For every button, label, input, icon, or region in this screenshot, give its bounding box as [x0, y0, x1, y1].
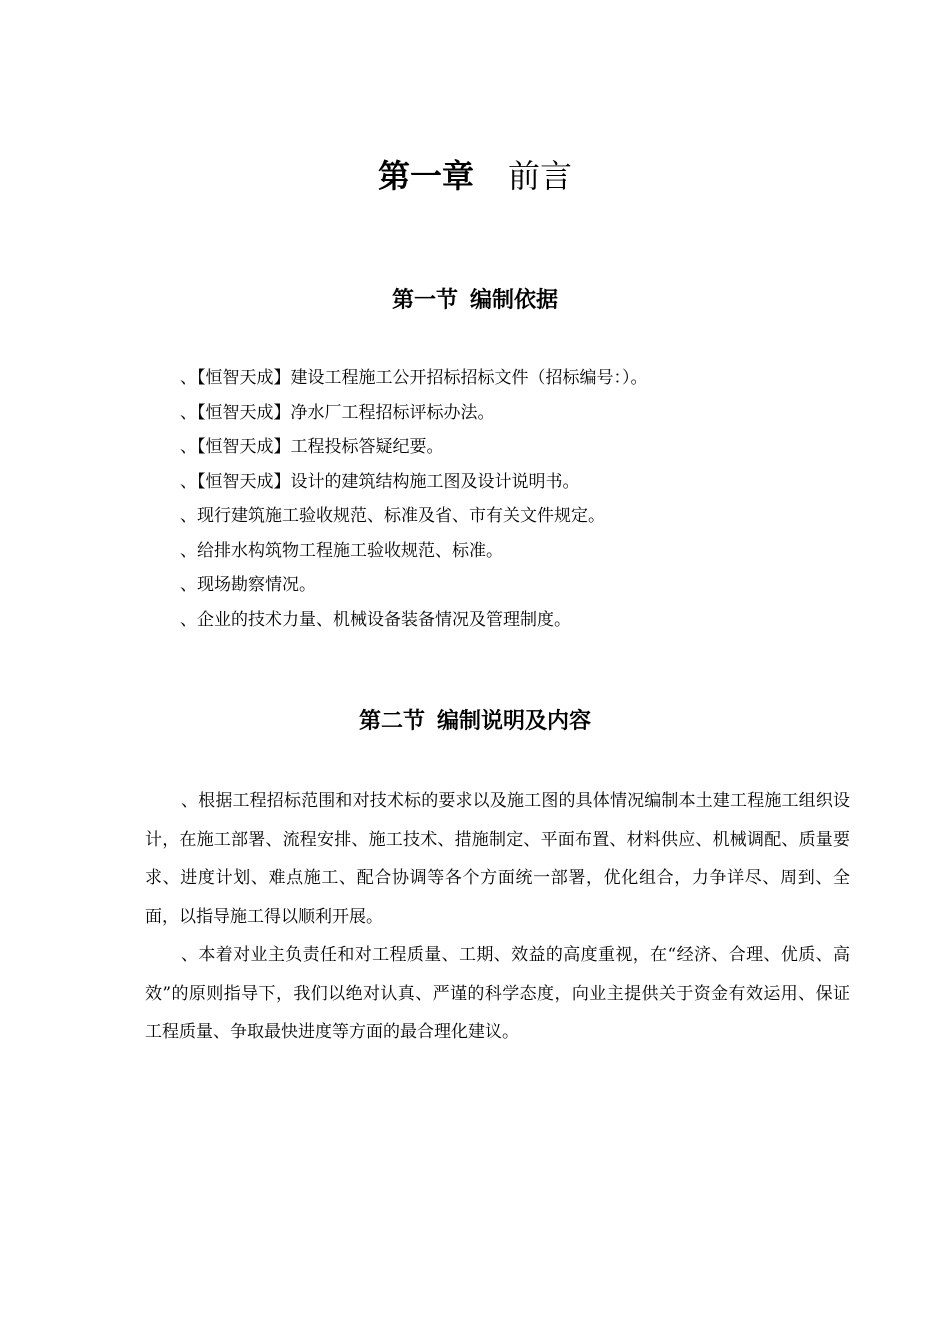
list-item: 、给排水构筑物工程施工验收规范、标准。	[180, 540, 503, 561]
section-number: 第一节	[391, 288, 458, 313]
paragraph: 、根据工程招标范围和对技术标的要求以及施工图的具体情况编制本土建工程施工组织设计，在施工部署、流程安排、施工技术、措施制定、平面布置、材料供应、机械调配、质量要求、进度计划、难点施工、配合协调等各个方面统一部署，优化组合，力争详尽、周到、全面，以指导施工得以顺利开展。	[145, 791, 850, 927]
list-item: 、企业的技术力量、机械设备装备情况及管理制度。	[180, 609, 571, 630]
list-item: 、【恒智天成】建设工程施工公开招标招标文件（招标编号：）。	[180, 368, 648, 388]
list-item: 、【恒智天成】工程投标答疑纪要。	[180, 437, 444, 457]
section-number: 第二节	[358, 709, 425, 734]
section-title-description	[0, 706, 950, 738]
section-name: 编制说明及内容	[437, 709, 592, 734]
section-name: 编制依据	[470, 288, 559, 313]
paragraph: 、本着对业主负责任和对工程质量、工期、效益的高度重视，在“经济、合理、优质、高效”的原则指导下，我们以绝对认真、严谨的科学态度，向业主提供关于资金有效运用、保证工程质量、争取最快进度等方面的最合理化建议。	[145, 945, 850, 1042]
chapter-title	[0, 152, 950, 200]
basis-list	[180, 361, 880, 637]
section-body	[145, 782, 850, 1052]
section-title-basis	[0, 285, 950, 317]
list-item: 、现场勘察情况。	[180, 575, 316, 595]
list-item: 、现行建筑施工验收规范、标准及省、市有关文件规定。	[180, 506, 605, 526]
list-item: 、【恒智天成】净水厂工程招标评标办法。	[180, 402, 495, 423]
list-item: 、【恒智天成】设计的建筑结构施工图及设计说明书。	[180, 471, 580, 492]
chapter-name: 前言	[508, 157, 573, 195]
chapter-number: 第一章	[377, 157, 474, 195]
